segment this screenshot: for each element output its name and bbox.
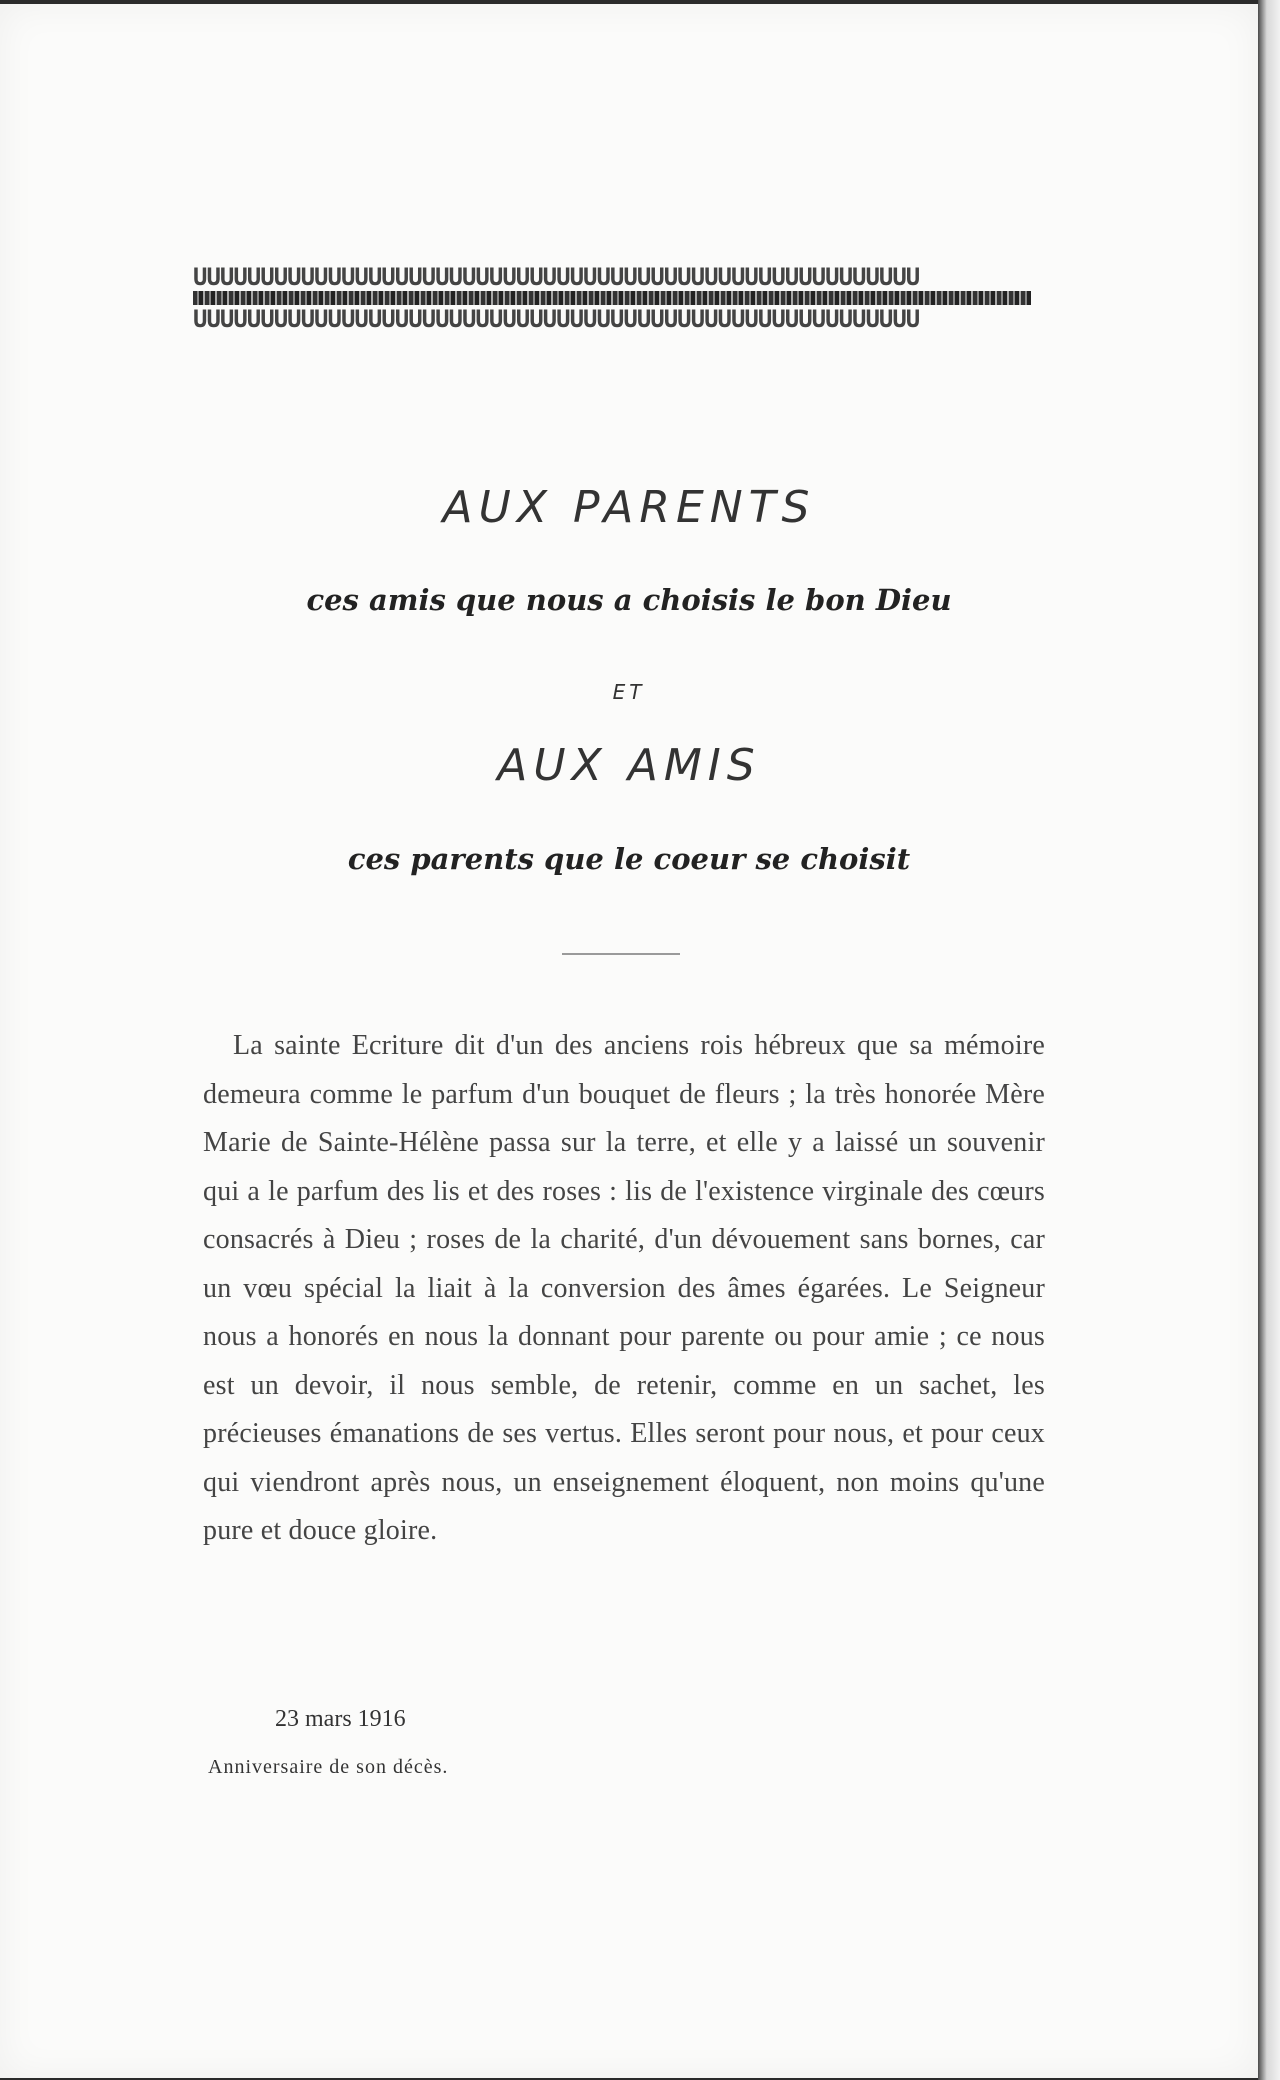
- decorative-ornament-band: [193, 265, 1031, 345]
- heading-aux-parents: AUX PARENTS: [442, 482, 816, 533]
- ornament-top-row: UUUUUUUUUUUUUUUUUUUUUUUUUUUUUUUUUUUUUUUUUUUUUUUUUUUUUU: [193, 265, 920, 289]
- body-paragraph: La sainte Ecriture dit d'un des anciens rois hébreux que sa mémoire demeura comme le parfum d'un bouquet de fleurs ; la très honorée Mère Marie de Sainte-Hélène passa sur la terre, et elle y a laissé un souvenir qui a le parfum des lis et des roses : lis de l'existence virginale des cœurs consacrés à Dieu ; roses de la charité, d'un dévouement sans bornes, car un vœu spécial la liait à la conversion des âmes égarées. Le Seigneur nous a honorés en nous la donnant pour parente ou pour amie ; ce nous est un devoir, il nous semble, de retenir, comme en un sachet, les précieuses émanations de ses vertus. Elles seront pour nous, et pour ceux qui viendront après nous, un enseignement éloquent, non moins qu'une pure et douce gloire.: [203, 1030, 1045, 1546]
- separator-rule: [562, 953, 680, 955]
- date-line: 23 mars 1916: [275, 1706, 406, 1732]
- subtitle-amis: ces parents que le coeur se choisit: [347, 842, 911, 876]
- heading-aux-amis: AUX AMIS: [497, 740, 761, 791]
- anniversary-line: Anniversaire de son décès.: [208, 1756, 449, 1778]
- page-edge: [1258, 0, 1280, 2080]
- ornament-middle-band: [193, 291, 1031, 305]
- conjunction-et: ET: [612, 680, 646, 704]
- subtitle-parents: ces amis que nous a choisis le bon Dieu: [306, 583, 952, 617]
- ornament-bottom-row: UUUUUUUUUUUUUUUUUUUUUUUUUUUUUUUUUUUUUUUUUUUUUUUUUUUUUU: [193, 307, 920, 331]
